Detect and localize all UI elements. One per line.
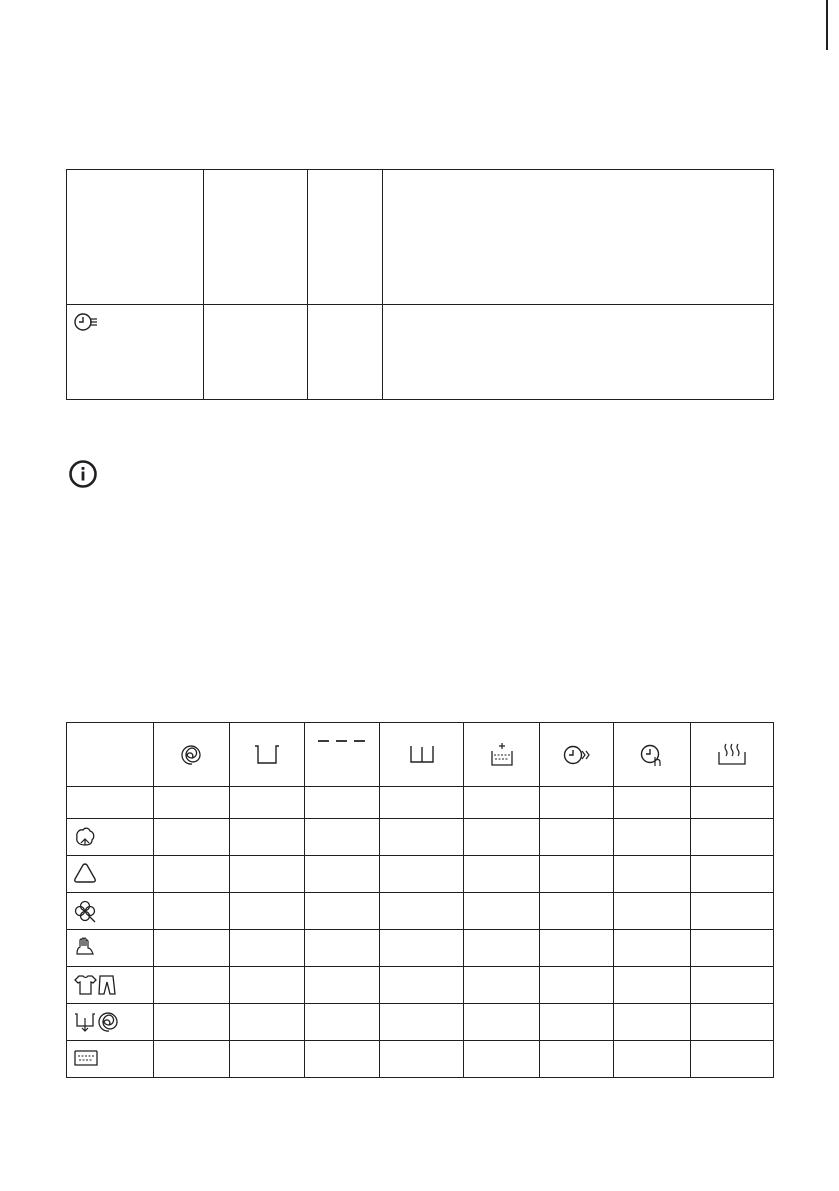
- table-cell: [230, 856, 305, 893]
- table-cell: [230, 967, 305, 1004]
- table-cell: [691, 1041, 774, 1078]
- table-cell: [154, 787, 230, 819]
- table-cell: [230, 787, 305, 819]
- synthetics-triangle-icon: [73, 862, 97, 884]
- rinse-basin-icon: [380, 723, 464, 787]
- spin-icon: [154, 723, 230, 787]
- table-cell: [204, 305, 308, 400]
- table-cell: [305, 967, 380, 1004]
- dashes-icon: [305, 723, 380, 787]
- time-save-icon: [540, 723, 614, 787]
- row-label-cell: [67, 856, 154, 893]
- table-cell: [230, 930, 305, 967]
- basin-icon: [230, 723, 305, 787]
- table-cell: [204, 170, 308, 305]
- table-cell: [154, 893, 230, 930]
- table-cell: [154, 1004, 230, 1041]
- table-cell: [540, 787, 614, 819]
- table-cell: [230, 893, 305, 930]
- table-cell: [691, 893, 774, 930]
- table-header-row: [67, 723, 774, 787]
- row-label-cell: [67, 930, 154, 967]
- table-cell: [691, 930, 774, 967]
- clock-quick-icon: [73, 311, 99, 333]
- table-row: [67, 930, 774, 967]
- table-cell: [464, 1004, 540, 1041]
- table-cell: [383, 170, 774, 305]
- table-cell: [154, 819, 230, 856]
- table-cell: [614, 1004, 691, 1041]
- row-label-cell: [67, 967, 154, 1004]
- row-label-cell: [67, 1041, 154, 1078]
- table-cell: [614, 967, 691, 1004]
- table-cell: [464, 930, 540, 967]
- table-cell: [540, 1004, 614, 1041]
- table-cell: [380, 930, 464, 967]
- table-row: [67, 1004, 774, 1041]
- table-row: [67, 787, 774, 819]
- table-cell: [308, 170, 383, 305]
- cotton-icon: [73, 825, 97, 849]
- table-cell: [154, 856, 230, 893]
- table-cell: [67, 170, 204, 305]
- table-cell: [691, 967, 774, 1004]
- table-row: [67, 1041, 774, 1078]
- table-cell: [614, 1041, 691, 1078]
- table-cell: [540, 967, 614, 1004]
- table-cell: [691, 787, 774, 819]
- shirt-trousers-icon: [73, 973, 117, 997]
- table-cell: [540, 1041, 614, 1078]
- table-cell: [540, 893, 614, 930]
- table-cell: [464, 787, 540, 819]
- table-cell: [540, 819, 614, 856]
- table-cell: [614, 787, 691, 819]
- table-cell: [380, 1041, 464, 1078]
- wool-flower-icon: [73, 899, 97, 923]
- table-cell: [614, 819, 691, 856]
- delicates-hand-icon: [73, 936, 97, 960]
- delay-start-icon: [614, 723, 691, 787]
- table-cell: [305, 1041, 380, 1078]
- options-compatibility-table: [66, 722, 774, 1078]
- table-cell: [540, 930, 614, 967]
- row-label-cell: [67, 819, 154, 856]
- extra-rinse-icon: [464, 723, 540, 787]
- table-cell: [305, 819, 380, 856]
- table-cell: [691, 819, 774, 856]
- table-cell: [691, 1004, 774, 1041]
- table-cell: [614, 930, 691, 967]
- steam-icon: [691, 723, 774, 787]
- drain-spin-icon: [73, 1010, 121, 1034]
- table-row: [67, 819, 774, 856]
- table-cell: [380, 787, 464, 819]
- basin-wash-icon: [73, 1047, 99, 1069]
- table-cell: [464, 819, 540, 856]
- table-cell: [464, 1041, 540, 1078]
- table-row: [67, 170, 774, 305]
- header-cell: [67, 723, 154, 787]
- table-cell: [154, 967, 230, 1004]
- table-cell: [691, 856, 774, 893]
- table-row: [67, 893, 774, 930]
- table-cell: [380, 1004, 464, 1041]
- table-row: [67, 967, 774, 1004]
- table-cell: [305, 856, 380, 893]
- page-cut-line: [826, 0, 828, 50]
- table-cell: [308, 305, 383, 400]
- table-cell: [305, 930, 380, 967]
- table-cell: [380, 967, 464, 1004]
- table-cell: [230, 1041, 305, 1078]
- row-label-cell: [67, 1004, 154, 1041]
- table-cell: [464, 856, 540, 893]
- table-cell: [540, 856, 614, 893]
- table-cell: [380, 893, 464, 930]
- table-cell: [67, 305, 204, 400]
- table-cell: [305, 787, 380, 819]
- table-cell: [305, 1004, 380, 1041]
- row-label-cell: [67, 893, 154, 930]
- table-row: [67, 305, 774, 400]
- table-row: [67, 856, 774, 893]
- table-cell: [380, 856, 464, 893]
- info-icon: [68, 459, 98, 489]
- table-cell: [154, 930, 230, 967]
- table-cell: [154, 1041, 230, 1078]
- table-cell: [230, 1004, 305, 1041]
- programme-table-top: [66, 169, 774, 400]
- table-cell: [464, 967, 540, 1004]
- table-cell: [305, 893, 380, 930]
- table-cell: [464, 893, 540, 930]
- row-label-cell: [67, 787, 154, 819]
- table-cell: [380, 819, 464, 856]
- table-cell: [230, 819, 305, 856]
- table-cell: [614, 893, 691, 930]
- table-cell: [383, 305, 774, 400]
- table-cell: [614, 856, 691, 893]
